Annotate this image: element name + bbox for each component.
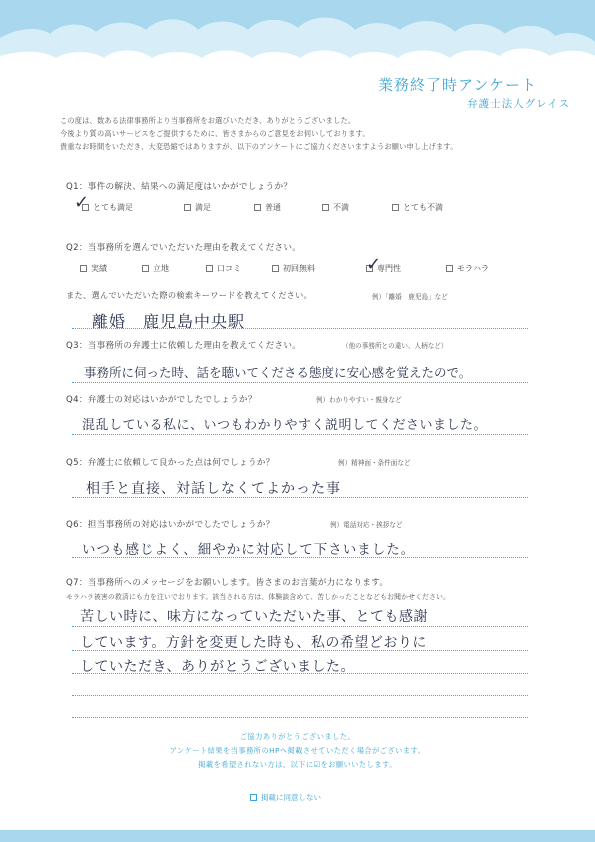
checkbox-icon[interactable] (250, 794, 257, 801)
checkbox-icon[interactable] (322, 204, 329, 211)
q6-answer-line (72, 557, 528, 558)
q7-line-2 (72, 650, 528, 651)
q4-answer: 混乱している私に、いつもわかりやすく説明してくださいました。 (82, 418, 488, 433)
q1-option-dissatisfied[interactable]: 不満 (322, 202, 349, 213)
no-publish-label: 掲載に同意しない (261, 793, 321, 802)
q4-question: Q4：弁護士の対応はいかがでしたでしょうか？ (66, 395, 257, 405)
intro-line-1: この度は、数ある法律事務所より当事務所をお選びいただき、ありがとうございました。 (60, 116, 356, 125)
q7-line-3 (72, 673, 528, 674)
checkbox-icon[interactable] (80, 265, 87, 272)
check-mark-icon: ✓ (74, 192, 90, 213)
cloud-header-decoration (0, 0, 595, 70)
q7-answer-line-1: 苦しい時に、味方になっていただいた事、とても感謝 (80, 609, 428, 625)
q1-option-satisfied[interactable]: 満足 (184, 202, 211, 213)
q5-hint: 例）精神面・条件面など (338, 459, 411, 467)
footer-band-decoration (0, 830, 595, 842)
q2-question: Q2：当事務所を選んでいただいた理由を教えてください。 (66, 243, 302, 253)
checkbox-icon[interactable] (446, 265, 453, 272)
q1-option-very-satisfied[interactable]: とても満足 (82, 202, 133, 213)
checkbox-icon[interactable] (272, 265, 279, 272)
checkbox-icon[interactable] (392, 204, 399, 211)
checkbox-icon[interactable] (206, 265, 213, 272)
q5-answer: 相手と直接、対話しなくてよかった事 (86, 481, 341, 497)
q2-answer-line (72, 328, 528, 329)
q7-line-4 (72, 695, 528, 696)
q2-keyword-answer: 離婚 鹿児島中央駅 (92, 312, 246, 331)
q1-question: Q1：事件の解決、結果への満足度はいかがでしょうか？ (66, 182, 293, 192)
q7-note: モラハラ被害の救済にも力を注いでおります。該当される方は、体験談含めて、苦しかったことなどもお聞かせください。 (66, 593, 451, 601)
q7-line-1 (72, 626, 528, 627)
footer-optout-note: 掲載を希望されない方は、以下に☑をお願いいたします。 (198, 760, 397, 769)
q7-answer-line-3: していただき、ありがとうございました。 (80, 659, 355, 675)
check-mark-icon: ✓ (366, 254, 382, 275)
q2-option-expertise[interactable]: 専門性 (366, 263, 401, 274)
q3-answer: 事務所に伺った時、話を聴いてくださる態度に安心感を覚えたので。 (84, 365, 472, 380)
q2-keyword-example: 例）「離婚 鹿児島」など (372, 293, 448, 301)
q5-answer-line (72, 497, 528, 498)
q3-hint: （他の事務所との違い、人柄など） (342, 342, 448, 350)
q3-answer-line (72, 382, 528, 383)
q1-option-very-dissatisfied[interactable]: とても不満 (392, 202, 443, 213)
checkbox-icon[interactable] (254, 204, 261, 211)
q4-answer-line (72, 434, 528, 435)
footer-publish-note: アンケート結果を当事務所のHPへ掲載させていただく場合がございます。 (169, 746, 426, 755)
q2-option-free-consult[interactable]: 初回無料 (272, 263, 315, 274)
q3-question: Q3：当事務所の弁護士に依頼した理由を教えてください。 (66, 341, 302, 351)
intro-line-2: 今後より質の高いサービスをご提供するために、皆さまからのご意見をお伺いしております。 (60, 129, 370, 138)
q2-option-location[interactable]: 立地 (142, 263, 169, 274)
checkbox-icon[interactable] (184, 204, 191, 211)
q1-option-neutral[interactable]: 普通 (254, 202, 281, 213)
q2-keyword-prompt: また、選んでいただいた際の検索キーワードを教えてください。 (66, 290, 313, 300)
q6-question: Q6：担当事務所の対応はいかがでしたでしょうか？ (66, 520, 275, 530)
q5-question: Q5：弁護士に依頼して良かった点は何でしょうか？ (66, 458, 275, 468)
q2-option-record[interactable]: 実績 (80, 263, 107, 274)
q2-option-moral-harassment[interactable]: モラハラ (446, 263, 489, 274)
q4-hint: 例）わかりやすい・親身など (316, 396, 402, 404)
intro-line-3: 貴重なお時間をいただき、大変恐縮ではありますが、以下のアンケートにご協力くださいますようお願い申し上げます。 (60, 142, 458, 151)
q7-question: Q7：当事務所へのメッセージをお願いします。皆さまのお言葉が力になります。 (66, 578, 389, 588)
checkbox-icon[interactable] (142, 265, 149, 272)
q2-option-reviews[interactable]: 口コミ (206, 263, 241, 274)
no-publish-checkbox[interactable] (250, 792, 321, 803)
q6-hint: 例）電話対応・挨拶など (330, 521, 403, 529)
survey-title: 業務終了時アンケート (377, 76, 538, 94)
q6-answer: いつも感じよく、細やかに対応して下さいました。 (82, 542, 416, 558)
q7-answer-line-2: しています。方針を変更した時も、私の希望どおりに (80, 635, 427, 651)
footer-thanks: ご協力ありがとうございました。 (239, 732, 356, 741)
q7-line-5 (72, 717, 528, 718)
firm-name: 弁護士法人グレイス (467, 98, 570, 110)
